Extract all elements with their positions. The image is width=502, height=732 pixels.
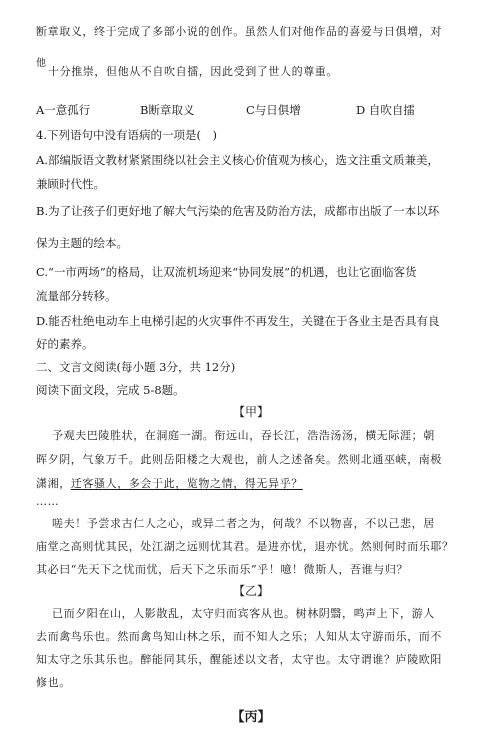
- heading-jia: 【甲】: [232, 405, 269, 419]
- passage-fragment: 他: [36, 58, 46, 69]
- option-b: B断章取义: [140, 103, 195, 117]
- instruction: 阅读下面文段，完成 5-8题。: [36, 383, 185, 397]
- yi-line: 去而禽鸟乐也。然而禽鸟知山林之乐，而不知人之乐；人知从太守游而乐，而不: [36, 630, 442, 643]
- yi-line: 知太守之乐其乐也。醉能同其乐，醒能述以文者，太守也。太守谓谁？庐陵欧阳: [36, 653, 442, 666]
- jia-line: 予观夫巴陵胜状，在洞庭一湖。衔远山，吞长江，浩浩汤汤，横无际涯；朝: [52, 429, 435, 442]
- underlined-sentence: 迁客骚人，多会于此，览物之情，得无异乎？: [70, 477, 303, 490]
- jia-line: 嗟夫！予尝求古仁人之心，或异二者之为，何哉？不以物喜，不以己悲，居: [52, 517, 435, 530]
- q4-option-a: A.部编版语文教材紧紧围绕以社会主义核心价值观为核心，选文注重文质兼美，: [36, 153, 439, 167]
- ellipsis: ……: [36, 495, 60, 508]
- jia-line: 庙堂之高则忧其民，处江湖之远则忧其君。是进亦忧，退亦忧。然则何时而乐耶？: [36, 540, 454, 553]
- section-heading: 二、文言文阅读(每小题 3分，共 12分): [36, 360, 236, 374]
- passage-line: 断章取义，终于完成了多部小说的创作。虽然人们对他作品的喜爱与日俱增，对: [36, 25, 442, 38]
- option-d: D 自吹自擂: [356, 103, 415, 117]
- heading-bing: 【丙】: [231, 710, 271, 725]
- question-4: 4.下列语句中没有语病的一项是( ): [36, 128, 217, 142]
- option-c: C与日俱增: [246, 103, 301, 117]
- q4-option-c: C.“一市两场”的格局，让双流机场迎来“协同发展”的机遇，也让它面临客货: [36, 265, 417, 279]
- passage-line: 十分推崇，但他从不自吹自擂，因此受到了世人的尊重。: [48, 65, 338, 78]
- yi-line: 修也。: [36, 676, 71, 689]
- jia-line: 其必曰“先天下之忧而忧，后天下之乐而乐”乎！噫！微斯人，吾谁与归？: [36, 563, 409, 576]
- q4-option-b: B.为了让孩子们更好地了解大气污染的危害及防治方法，成都市出版了一本以环: [36, 204, 440, 218]
- q4-option-b-cont: 保为主题的绘本。: [36, 236, 128, 250]
- yi-line: 已而夕阳在山，人影散乱，太守归而宾客从也。树林阴翳，鸣声上下，游人: [52, 607, 435, 620]
- heading-yi: 【乙】: [232, 584, 269, 598]
- q4-option-d-cont: 好的素养。: [36, 337, 94, 351]
- option-a: A一意孤行: [36, 103, 91, 117]
- q4-option-d: D.能否杜绝电动车上电梯引起的火灾事件不再发生，关键在于各业主是否具有良: [36, 314, 440, 328]
- jia-line: 潇湘，迁客骚人，多会于此，览物之情，得无异乎？: [36, 477, 303, 490]
- q4-option-a-cont: 兼顾时代性。: [36, 177, 105, 191]
- jia-line: 晖夕阴，气象万千。此则岳阳楼之大观也，前人之述备矣。然则北通巫峡，南极: [36, 453, 442, 466]
- q4-option-c-cont: 流量部分转移。: [36, 289, 117, 303]
